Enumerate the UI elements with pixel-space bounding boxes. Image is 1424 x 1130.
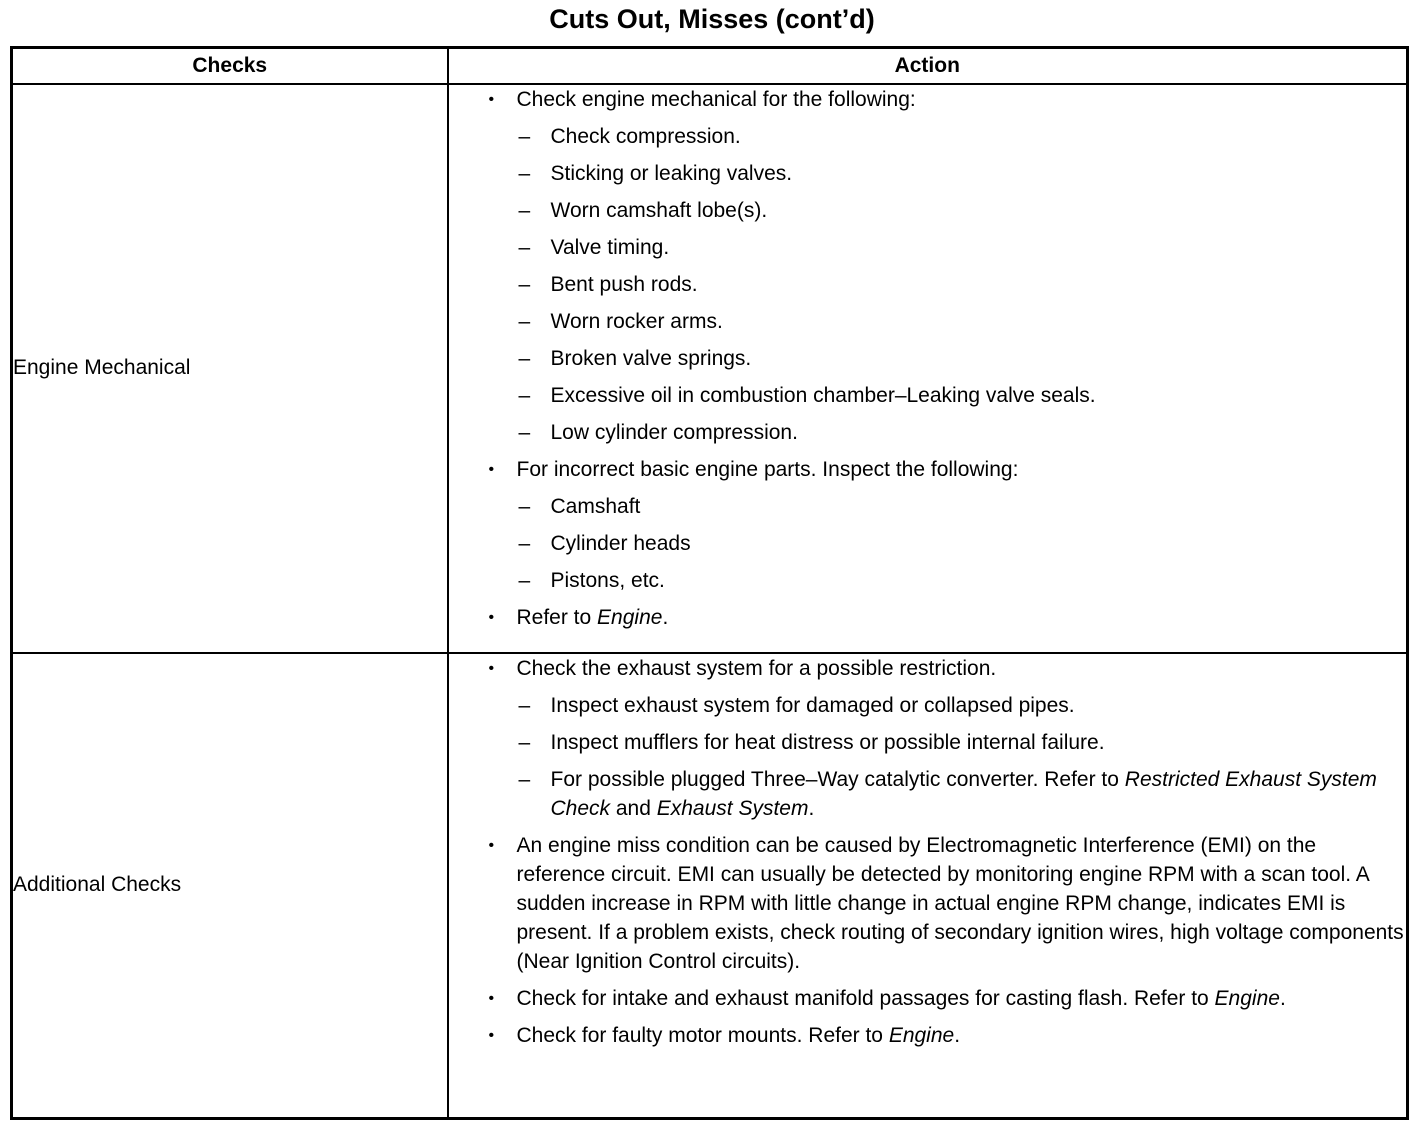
action-bullet: • Check the exhaust system for a possible restriction. — [449, 654, 1407, 683]
table-row — [12, 84, 1408, 653]
action-subitem: – Broken valve springs. — [449, 344, 1407, 373]
header-action: Action — [448, 48, 1408, 85]
table-header-row — [12, 48, 1408, 85]
engine-reference: Engine — [597, 606, 663, 629]
bullet-text-end: . — [1279, 986, 1286, 1010]
action-subitem: – Inspect exhaust system for damaged or collapsed pipes. — [449, 691, 1407, 720]
action-bullet: • An engine miss condition can be caused by Electromagnetic Interference (EMI) on the reference circuit. EMI can usually be detected by monitoring engine RPM with a scan tool. A sudden increase in RPM with little change in actual engine RPM change, indicates EMI is present. If a problem exists, check routing of secondary ignition wires, high voltage components (Near Ignition Control circuits). — [449, 831, 1407, 976]
action-subitem: – Worn camshaft lobe(s). — [449, 196, 1407, 225]
diagnosis-table — [10, 46, 1409, 1120]
action-subitem — [449, 765, 1407, 823]
action-bullet — [449, 603, 1407, 632]
check-cell-engine-mechanical: Engine Mechanical — [12, 84, 448, 653]
bullet-text-end: . — [662, 606, 669, 629]
bullet-text: Check for intake and exhaust manifold passages for casting flash. Refer to — [516, 986, 1215, 1010]
action-cell-additional-checks — [448, 653, 1408, 1119]
action-subitem: – Bent push rods. — [449, 270, 1407, 299]
subitem-text-mid: and — [610, 796, 657, 820]
subitem-text-end: . — [808, 796, 815, 820]
action-subitem: – Worn rocker arms. — [449, 307, 1407, 336]
check-cell-additional-checks: Additional Checks — [12, 653, 448, 1119]
subitem-text: For possible plugged Three–Way catalytic converter. Refer to — [550, 767, 1125, 791]
header-checks: Checks — [12, 48, 448, 85]
action-subitem: – Sticking or leaking valves. — [449, 159, 1407, 188]
table-row — [12, 653, 1408, 1119]
action-cell-engine-mechanical — [448, 84, 1408, 653]
bullet-text-end: . — [954, 1023, 961, 1047]
action-subitem: – Valve timing. — [449, 233, 1407, 262]
restricted-exhaust-reference: Restricted Exhaust System Check — [550, 767, 1377, 820]
bullet-text: Refer to — [516, 606, 598, 629]
action-subitem: – Pistons, etc. — [449, 566, 1407, 595]
action-bullet: • For incorrect basic engine parts. Inspect the following: — [449, 455, 1407, 484]
action-subitem: – Excessive oil in combustion chamber–Leaking valve seals. — [449, 381, 1407, 410]
action-subitem: – Cylinder heads — [449, 529, 1407, 558]
action-subitem: – Check compression. — [449, 122, 1407, 151]
action-bullet: • Check engine mechanical for the following: — [449, 85, 1407, 114]
action-subitem: – Inspect mufflers for heat distress or possible internal failure. — [449, 728, 1407, 757]
action-subitem: – Camshaft — [449, 492, 1407, 521]
bullet-text: Check for faulty motor mounts. Refer to — [516, 1023, 889, 1047]
engine-reference: Engine — [888, 1023, 955, 1047]
action-subitem: – Low cylinder compression. — [449, 418, 1407, 447]
engine-reference: Engine — [1214, 986, 1280, 1010]
exhaust-system-reference: Exhaust System — [656, 796, 809, 820]
page-title: Cuts Out, Misses (cont’d) — [549, 4, 875, 34]
action-bullet — [449, 1021, 1407, 1050]
action-bullet — [449, 984, 1407, 1013]
